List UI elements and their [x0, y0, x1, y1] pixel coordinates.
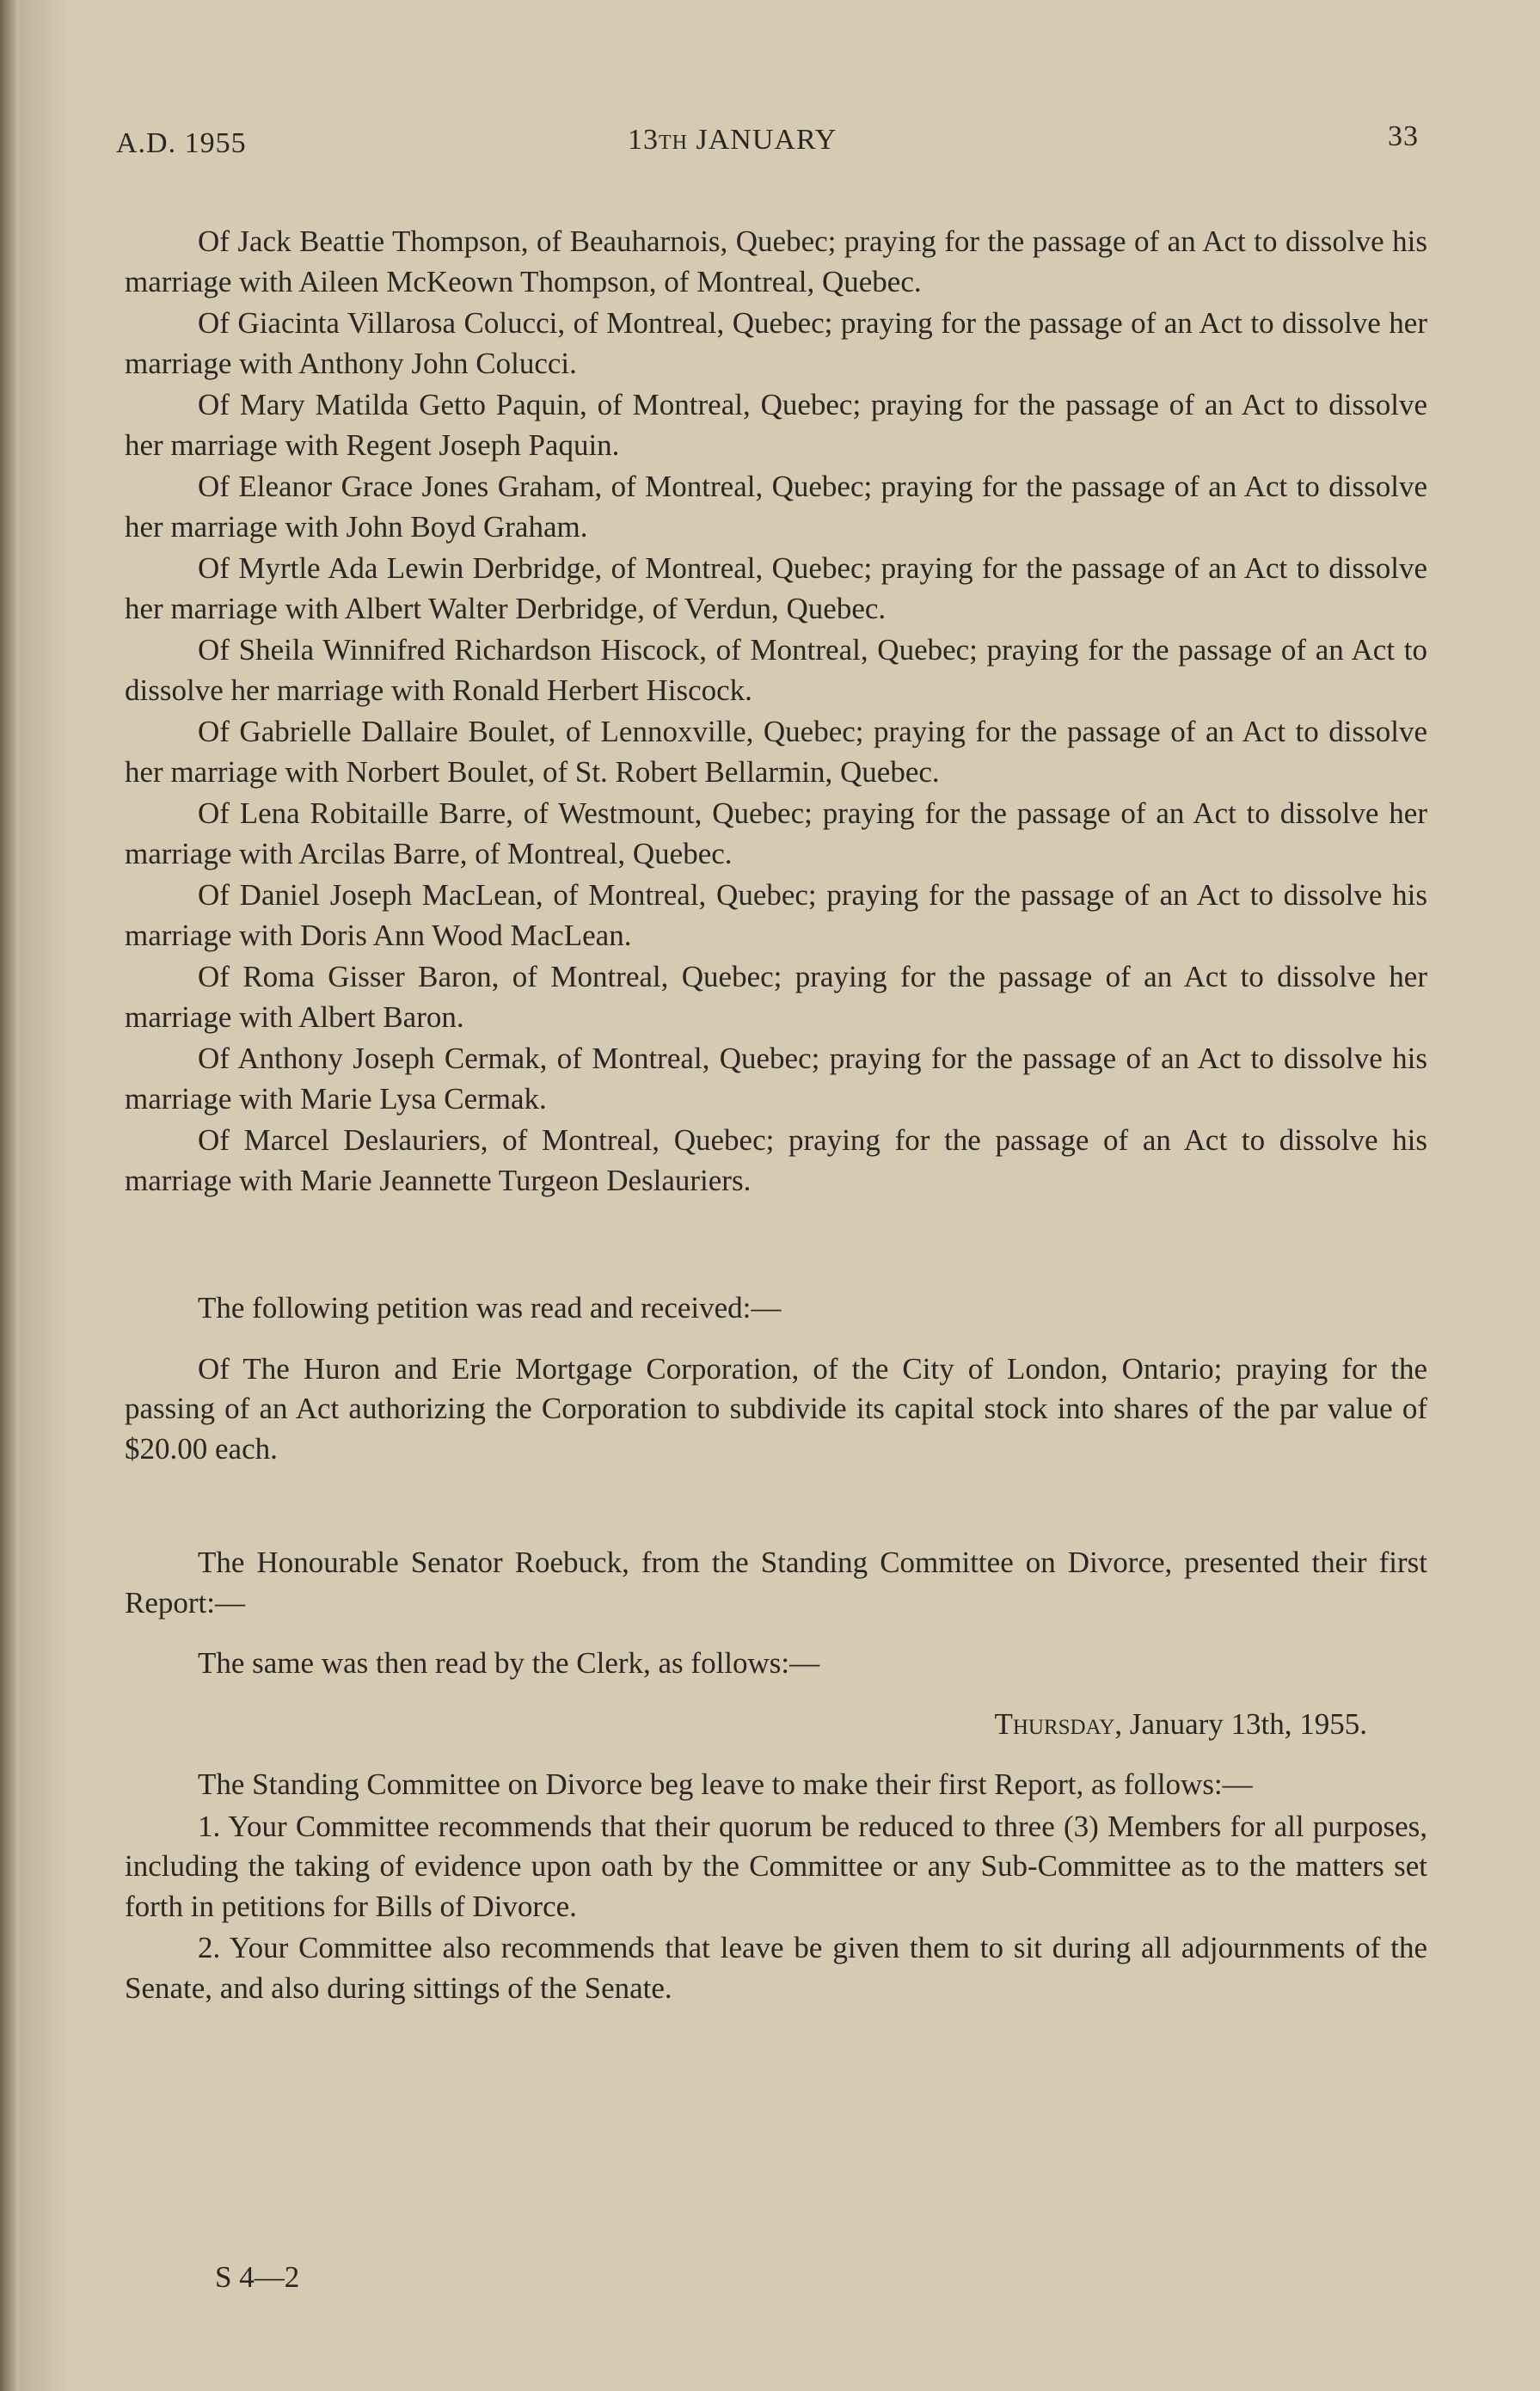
petition-paragraph: Of Daniel Joseph MacLean, of Montreal, Quebec; praying for the passage of an Act to dissolve his marriage with Doris Ann Wood MacLean.: [125, 878, 1427, 952]
report-presented-paragraph: The Honourable Senator Roebuck, from the Standing Committee on Divorce, presented their first Report:—: [125, 1546, 1427, 1620]
report-date-rest: , January 13th, 1955.: [1114, 1706, 1367, 1741]
report-dateline: [125, 1705, 1427, 1745]
petition-paragraph: Of Eleanor Grace Jones Graham, of Montreal, Quebec; praying for the passage of an Act to dissolve her marriage with John Boyd Graham.: [125, 470, 1427, 544]
petition-paragraph: Of Myrtle Ada Lewin Derbridge, of Montreal, Quebec; praying for the passage of an Act to dissolve her marriage with Albert Walter Derbridge, of Verdun, Quebec.: [125, 551, 1427, 625]
petition-paragraph: Of Jack Beattie Thompson, of Beauharnois, Quebec; praying for the passage of an Act to dissolve his marriage with Aileen McKeown Thompson, of Montreal, Quebec.: [125, 224, 1427, 298]
recommendation-paragraph: 2. Your Committee also recommends that leave be given them to sit during all adjournments of the Senate, and also during sittings of the Senate.: [125, 1931, 1427, 2005]
header-date-suffix: TH: [659, 132, 688, 154]
read-by-clerk-paragraph: The same was then read by the Clerk, as follows:—: [198, 1646, 820, 1680]
petition-paragraph: Of Giacinta Villarosa Colucci, of Montreal, Quebec; praying for the passage of an Act to dissolve her marriage with Anthony John Colucci.: [125, 306, 1427, 380]
section-spacer: [125, 1471, 1427, 1543]
page-gutter-shadow: [19, 0, 71, 2391]
signature-mark: S 4—2: [215, 2260, 300, 2294]
petition-paragraph: Of Gabrielle Dallaire Boulet, of Lennoxville, Quebec; praying for the passage of an Act to dissolve her marriage with Norbert Boulet, of St. Robert Bellarmin, Quebec.: [125, 715, 1427, 789]
petition-paragraph: Of Anthony Joseph Cermak, of Montreal, Quebec; praying for the passage of an Act to dissolve his marriage with Marie Lysa Cermak.: [125, 1042, 1427, 1116]
petition-received-paragraph: Of The Huron and Erie Mortgage Corporation, of the City of London, Ontario; praying for the passing of an Act authorizing the Corporation to subdivide its capital stock into shares of the par value of $20.00 each.: [125, 1351, 1427, 1466]
petition-paragraph: Of Roma Gisser Baron, of Montreal, Quebec; praying for the passage of an Act to dissolve her marriage with Albert Baron.: [125, 960, 1427, 1034]
petition-paragraph: Of Lena Robitaille Barre, of Westmount, Quebec; praying for the passage of an Act to dissolve her marriage with Arcilas Barre, of Montreal, Quebec.: [125, 796, 1427, 870]
header-date-month: JANUARY: [696, 124, 837, 156]
report-date-day: Thursday: [994, 1706, 1115, 1741]
header-year: A.D. 1955: [116, 127, 247, 159]
header-date: [628, 124, 837, 157]
petition-received-intro: The following petition was read and received:—: [198, 1291, 782, 1325]
report-intro-paragraph: The Standing Committee on Divorce beg leave to make their first Report, as follows:—: [198, 1767, 1253, 1801]
paragraph-spacer: [125, 1686, 1427, 1705]
petition-paragraph: Of Mary Matilda Getto Paquin, of Montreal, Quebec; praying for the passage of an Act to dissolve her marriage with Regent Joseph Paquin.: [125, 388, 1427, 462]
page-binding-edge: [0, 0, 19, 2391]
header-date-day: 13: [628, 124, 659, 156]
petition-paragraph: Of Marcel Deslauriers, of Montreal, Quebec; praying for the passage of an Act to dissolve his marriage with Marie Jeannette Turgeon Deslauriers.: [125, 1123, 1427, 1197]
paragraph-spacer: [125, 1625, 1427, 1644]
recommendation-paragraph: 1. Your Committee recommends that their quorum be reduced to three (3) Members for all purposes, including the taking of evidence upon oath by the Committee or any Sub-Committee as to the matters set forth in petitions for Bills of Divorce.: [125, 1809, 1427, 1923]
petition-paragraph: Of Sheila Winnifred Richardson Hiscock, of Montreal, Quebec; praying for the passage of an Act to dissolve her marriage with Ronald Herbert Hiscock.: [125, 633, 1427, 707]
section-spacer: [125, 1202, 1427, 1288]
page-body: [125, 222, 1427, 2010]
paragraph-spacer: [125, 1331, 1427, 1349]
header-page-number: 33: [1388, 120, 1419, 152]
running-head: [116, 120, 1419, 163]
paragraph-spacer: [125, 1746, 1427, 1765]
